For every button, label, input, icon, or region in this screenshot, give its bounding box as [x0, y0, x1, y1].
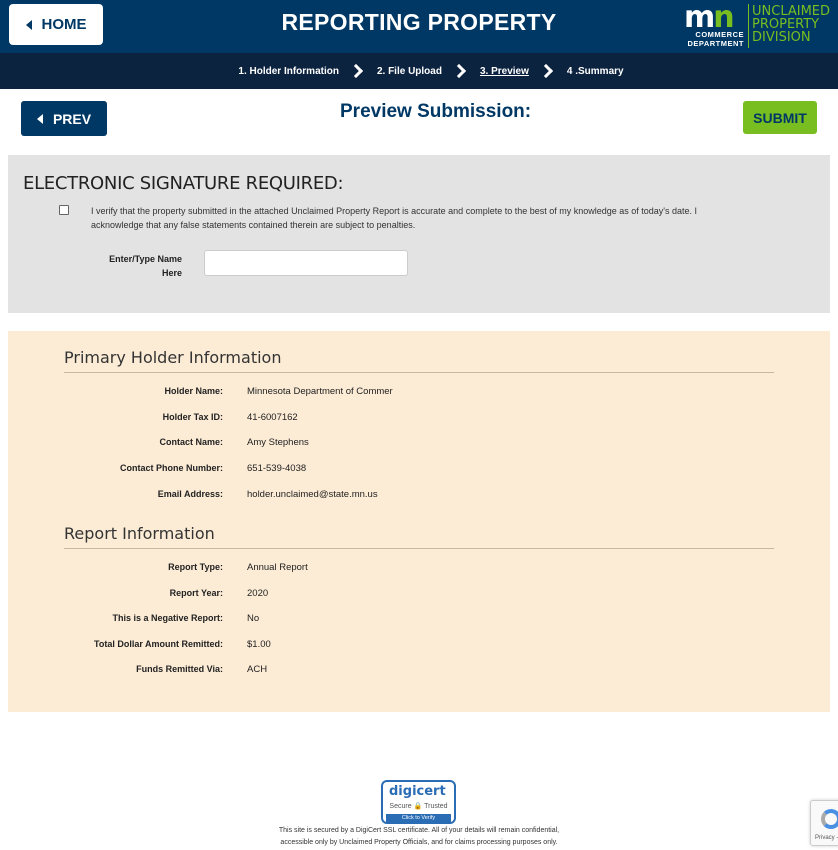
verify-statement: I verify that the property submitted in the attached Unclaimed Property Report is accurate and complete to the best of my knowledge as of today's date. I acknowledge that any false statements contained therein are subject to penalties.: [91, 206, 698, 230]
report-year-label: Report Year:: [169, 588, 223, 598]
logo-division-text: UNCLAIMED PROPERTY DIVISION: [752, 4, 831, 45]
recaptcha-badge[interactable]: [810, 800, 838, 846]
step-holder-information[interactable]: 1. Holder Information: [238, 65, 339, 77]
page-title: Preview Submission:: [340, 101, 532, 122]
signature-name-input[interactable]: [204, 250, 408, 276]
lock-icon: 🔒: [413, 803, 423, 810]
prev-button[interactable]: [21, 101, 107, 136]
holder-name-value: Minnesota Department of Commer: [247, 386, 393, 397]
contact-phone-label: Contact Phone Number:: [119, 463, 223, 473]
submission-info-panel: [8, 331, 830, 712]
holder-tax-id-value: 41-6007162: [247, 412, 298, 423]
ssl-notice: This site is secured by a DigiCert SSL certificate. All of your details will remain confidential, accessible only by Unclaimed Property Officials, and for claims processing purposes only.: [278, 827, 560, 846]
digicert-secure-trusted: Secure 🔒 Trusted: [389, 803, 448, 810]
total-amount-value: $1.00: [247, 639, 271, 650]
chevron-right-icon: [539, 64, 553, 78]
report-type-value: Annual Report: [247, 562, 308, 573]
step-file-upload[interactable]: 2. File Upload: [376, 65, 442, 77]
name-field-label: Enter/Type Name Here: [109, 254, 182, 278]
contact-name-label: Contact Name:: [159, 437, 223, 447]
mn-logo-mark: mn: [684, 0, 733, 35]
logo-department-text: COMMERCE DEPARTMENT: [687, 30, 744, 48]
email-value: holder.unclaimed@state.mn.us: [247, 489, 378, 500]
holder-name-label: Holder Name:: [164, 386, 223, 396]
chevron-right-icon: [349, 64, 363, 78]
caret-left-icon: [37, 114, 43, 124]
logo-divider: [748, 4, 749, 48]
commerce-logo: [678, 2, 838, 50]
report-section-title: Report Information: [64, 524, 215, 543]
home-button[interactable]: [9, 4, 103, 45]
home-button-label: HOME: [41, 16, 87, 33]
section-divider: [64, 372, 774, 373]
signature-title: ELECTRONIC SIGNATURE REQUIRED:: [23, 173, 344, 194]
recaptcha-icon: [821, 809, 838, 829]
holder-tax-id-label: Holder Tax ID:: [162, 412, 223, 422]
progress-steps: [0, 53, 838, 89]
negative-report-label: This is a Negative Report:: [112, 613, 223, 623]
chevron-right-icon: [452, 64, 466, 78]
digicert-seal[interactable]: [381, 780, 456, 824]
funds-remitted-value: ACH: [247, 664, 268, 675]
step-preview[interactable]: 3. Preview: [479, 65, 529, 77]
report-year-value: 2020: [247, 588, 269, 599]
signature-panel: [8, 155, 830, 313]
prev-button-label: PREV: [52, 110, 92, 127]
total-amount-label: Total Dollar Amount Remitted:: [94, 639, 223, 649]
digicert-verify-label: Click to Verify: [386, 814, 451, 822]
holder-section-title: Primary Holder Information: [64, 348, 282, 367]
recaptcha-privacy-text: Privacy -: [815, 835, 838, 841]
caret-left-icon: [26, 20, 32, 30]
header-bar: [0, 0, 838, 53]
contact-name-value: Amy Stephens: [247, 437, 309, 448]
funds-remitted-label: Funds Remitted Via:: [136, 664, 223, 674]
section-divider: [64, 548, 774, 549]
verify-checkbox[interactable]: [59, 205, 69, 215]
step-summary[interactable]: 4 .Summary: [566, 65, 624, 77]
page-header-title: REPORTING PROPERTY: [281, 9, 557, 35]
submit-button[interactable]: SUBMIT: [743, 101, 817, 134]
email-label: Email Address:: [157, 489, 223, 499]
report-type-label: Report Type:: [168, 562, 223, 572]
negative-report-value: No: [247, 613, 260, 624]
digicert-logo: digicert: [389, 784, 446, 799]
contact-phone-value: 651-539-4038: [247, 463, 307, 474]
